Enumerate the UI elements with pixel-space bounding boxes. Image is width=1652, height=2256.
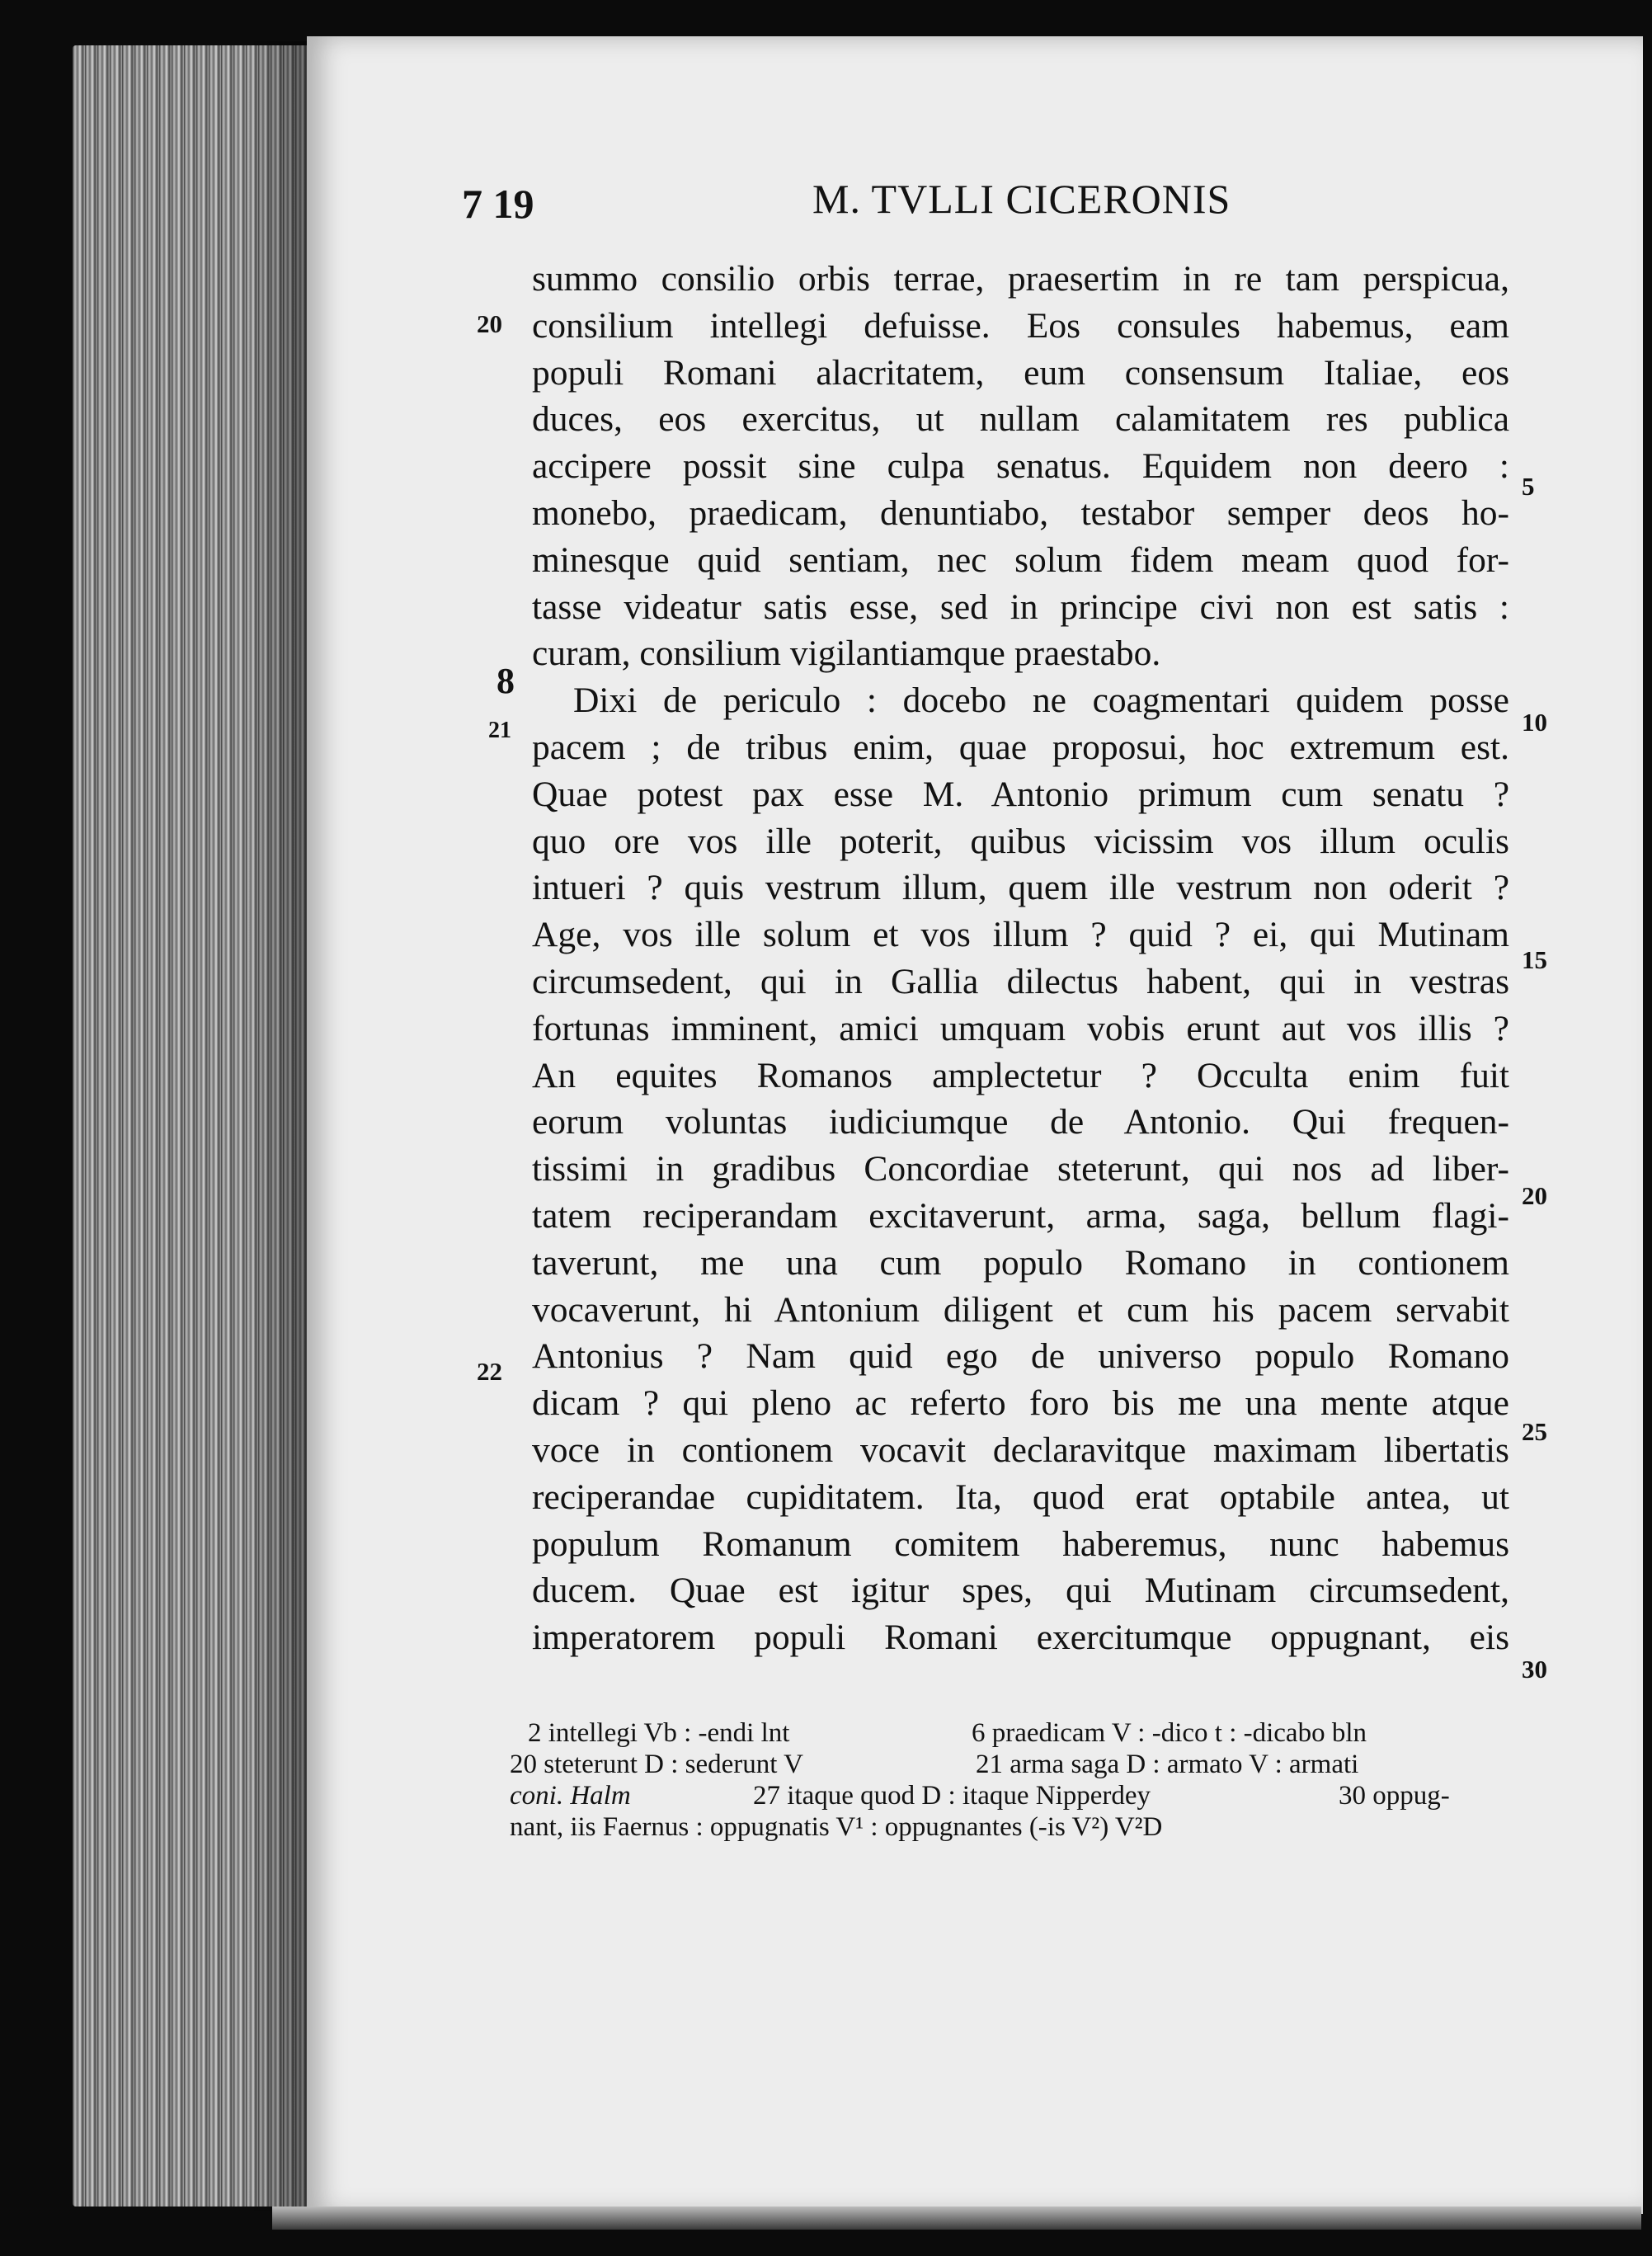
text-line: quo ore vos ille poterit, quibus vicissim vos illum oculis: [532, 821, 1509, 861]
text-line: duces, eos exercitus, ut nullam calamitatem res publica: [532, 399, 1509, 440]
margin-number-right: 20: [1522, 1181, 1547, 1210]
text-line: Antonius ? Nam quid ego de universo populo Romano: [532, 1336, 1509, 1377]
section-number: 8: [497, 661, 515, 701]
text-line: populi Romani alacritatem, eum consensum Italiae, eos: [532, 352, 1509, 393]
text-line: tatem reciperandam excitaverunt, arma, saga, bellum flagi-: [532, 1195, 1509, 1236]
apparatus-note: coni. Halm: [510, 1781, 631, 1811]
apparatus-note: 30 oppug-: [1339, 1781, 1450, 1811]
margin-number-right: 10: [1522, 708, 1547, 737]
text-line: fortunas imminent, amici umquam vobis erunt aut vos illis ?: [532, 1008, 1509, 1048]
text-line: tasse videatur satis esse, sed in principe civi non est satis :: [532, 586, 1509, 627]
section-number: 21: [488, 718, 511, 743]
apparatus-line: [510, 1717, 1499, 1749]
page-number: 7 19: [462, 181, 534, 227]
margin-number-left: 22: [477, 1357, 502, 1386]
running-head: M. TVLLI CICERONIS: [812, 176, 1231, 222]
book-bottom-edge: [272, 2207, 1641, 2230]
text-line: dicam ? qui pleno ac referto foro bis me una mente atque: [532, 1383, 1509, 1424]
text-line: vocaverunt, hi Antonium diligent et cum his pacem servabit: [532, 1289, 1509, 1330]
text-line: tissimi in gradibus Concordiae steterunt, qui nos ad liber-: [532, 1149, 1509, 1189]
text-line: pacem ; de tribus enim, quae proposui, hoc extremum est.: [532, 727, 1509, 767]
apparatus-line: [510, 1780, 1499, 1811]
apparatus-line: [510, 1749, 1499, 1780]
text-line: Quae potest pax esse M. Antonio primum cum senatu ?: [532, 774, 1509, 814]
text-line: curam, consilium vigilantiamque praestabo.: [532, 633, 1161, 674]
margin-number-right: 25: [1522, 1417, 1547, 1446]
apparatus-note: 6 praedicam V : -dico t : -dicabo bln: [972, 1718, 1367, 1748]
text-line: populum Romanum comitem haberemus, nunc habemus: [532, 1524, 1509, 1564]
text-line: circumsedent, qui in Gallia dilectus habent, qui in vestras: [532, 961, 1509, 1001]
text-line: imperatorem populi Romani exercitumque oppugnant, eis: [532, 1618, 1509, 1658]
text-line: intueri ? quis vestrum illum, quem ille vestrum non oderit ?: [532, 868, 1509, 908]
apparatus-note: 2 intellegi Vb : -endi lnt: [528, 1718, 790, 1748]
apparatus-note: 27 itaque quod D : itaque Nipperdey: [753, 1781, 1151, 1811]
text-line: voce in contionem vocavit declaravitque maximam libertatis: [532, 1429, 1509, 1470]
text-line: consilium intellegi defuisse. Eos consules habemus, eam: [532, 305, 1509, 346]
critical-apparatus: [510, 1717, 1499, 1843]
apparatus-note: 20 steterunt D : sederunt V: [510, 1750, 803, 1779]
text-line: monebo, praedicam, denuntiabo, testabor semper deos ho-: [532, 492, 1509, 533]
margin-number-right: 5: [1522, 472, 1535, 501]
body-text: [532, 256, 1509, 1661]
text-line: accipere possit sine culpa senatus. Equidem non deero :: [532, 446, 1509, 487]
apparatus-line: [510, 1811, 1499, 1843]
text-line: reciperandae cupiditatem. Ita, quod erat optabile antea, ut: [532, 1477, 1509, 1517]
text-line: taverunt, me una cum populo Romano in contionem: [532, 1242, 1509, 1283]
text-line: An equites Romanos amplectetur ? Occulta enim fuit: [532, 1055, 1509, 1095]
margin-number-left: 20: [477, 309, 502, 338]
apparatus-note: 21 arma saga D : armato V : armati: [976, 1750, 1359, 1779]
text-line: Age, vos ille solum et vos illum ? quid ? ei, qui Mutinam: [532, 915, 1509, 955]
margin-number-right: 30: [1522, 1655, 1547, 1684]
text-line: Dixi de periculo : docebo ne coagmentari quidem posse: [573, 681, 1509, 721]
margin-number-right: 15: [1522, 945, 1547, 974]
text-line: ducem. Quae est igitur spes, qui Mutinam circumsedent,: [532, 1571, 1509, 1611]
apparatus-note: nant, iis Faernus : oppugnatis V¹ : oppugnantes (-is V²) V²D: [510, 1812, 1163, 1842]
text-line: eorum voluntas iudiciumque de Antonio. Qui frequen-: [532, 1102, 1509, 1142]
text-line: minesque quid sentiam, nec solum fidem meam quod for-: [532, 539, 1509, 580]
text-line: summo consilio orbis terrae, praesertim in re tam perspicua,: [532, 259, 1509, 299]
